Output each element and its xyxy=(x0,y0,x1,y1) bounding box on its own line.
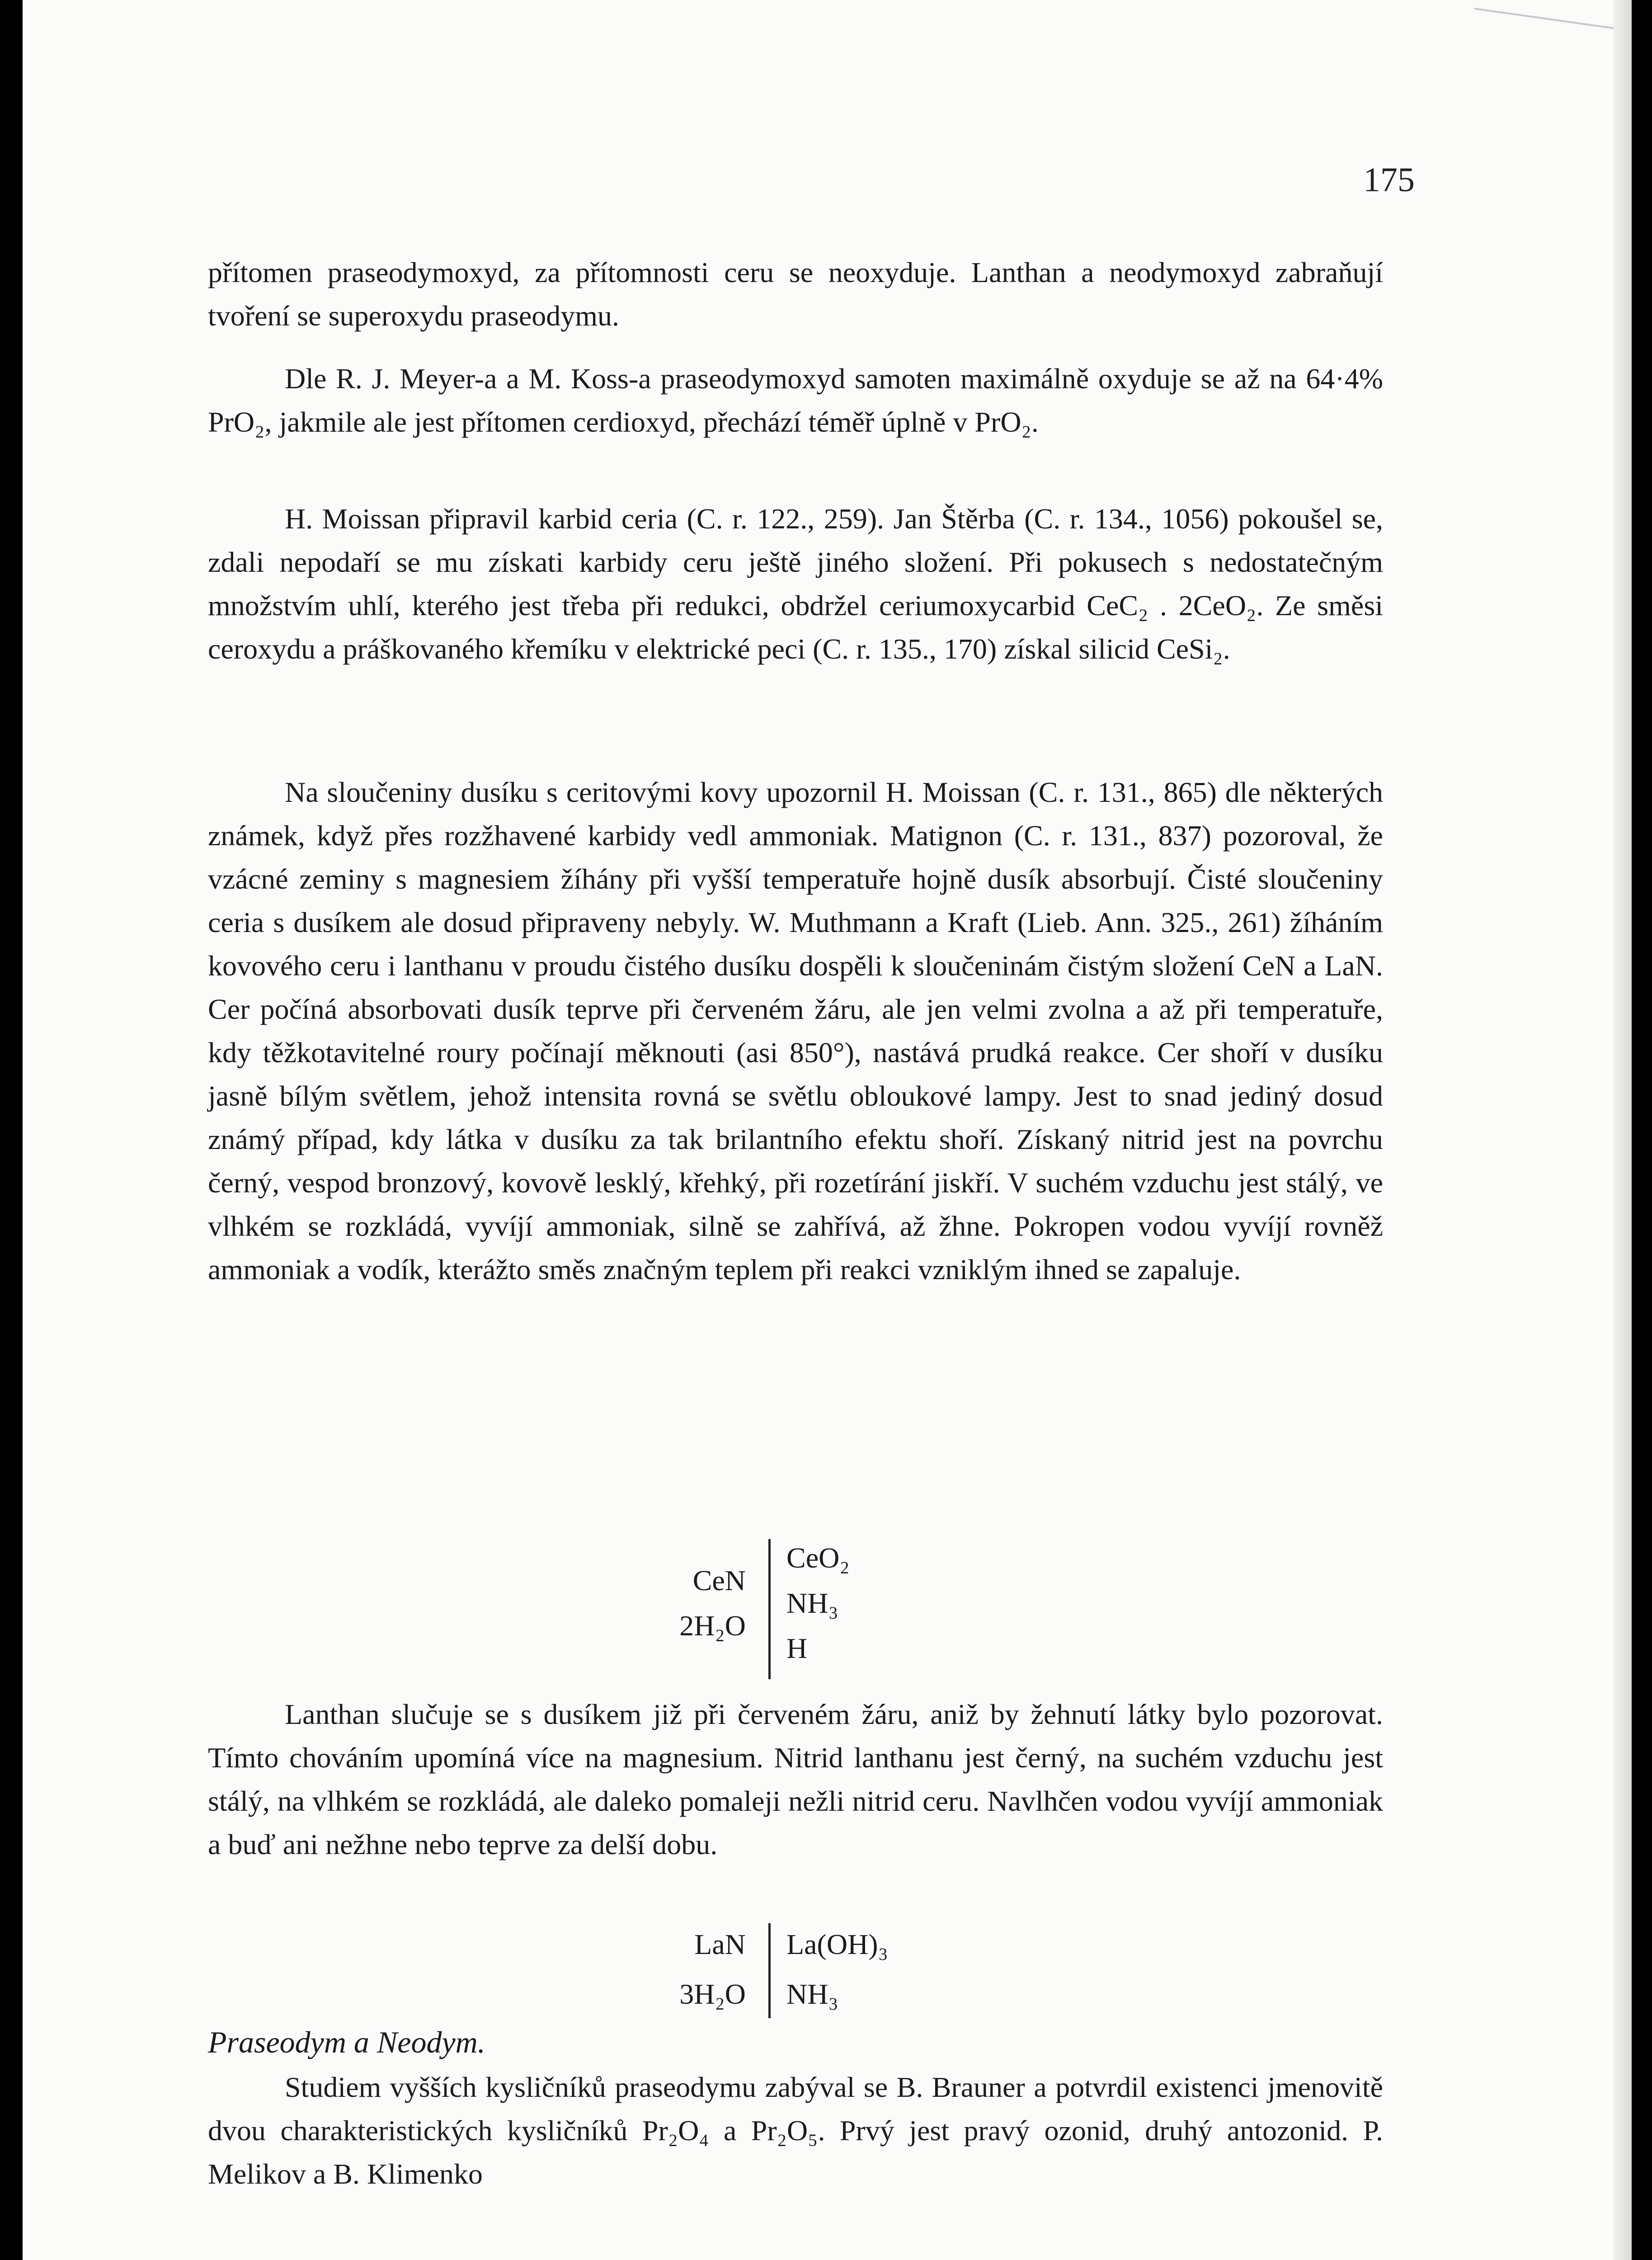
formula-1-divider xyxy=(768,1539,771,1679)
paragraph-2: Dle R. J. Meyer-a a M. Koss-a praseodymoxyd samoten maximálně oxyduje se až na 64·4% PrO₂, jakmile ale jest přítomen cerdioxyd, přechází téměř úplně v PrO₂. xyxy=(208,363,1383,438)
formula-2-left-2: 3H₂O xyxy=(679,1978,746,2010)
formula-2-divider xyxy=(768,1923,771,2018)
formula-1-right-3: H xyxy=(786,1632,808,1664)
formula-2-right-1: La(OH)₃ xyxy=(786,1928,888,1960)
scanned-page xyxy=(23,0,1632,2260)
formula-2-right-2: NH₃ xyxy=(786,1978,838,2010)
formula-lanthanum-nitride xyxy=(475,1923,1062,2027)
page-number: 175 xyxy=(1363,161,1415,199)
formula-2-left-1: LaN xyxy=(694,1928,746,1960)
paragraph-3: H. Moissan připravil karbid ceria (C. r. 122., 259). Jan Štěrba (C. r. 134., 1056) pokoušel se, zdali nepodaří se mu získati karbidy ceru ještě jiného složení. Při pokusech s nedostatečným množstvím uhlí, kterého jest třeba při redukci, obdržel ceriumoxycarbid CeC₂ . 2CeO₂. Ze směsi ceroxydu a práškovaného křemíku v elektrické peci (C. r. 135., 170) získal silicid CeSi₂. xyxy=(208,503,1383,665)
paragraph-1: přítomen praseodymoxyd, za přítomnosti ceru se neoxyduje. Lanthan a neodymoxyd zabraňují tvoření se superoxydu praseodymu. xyxy=(208,256,1383,332)
paragraph-5: Lanthan slučuje se s dusíkem již při červeném žáru, aniž by žehnutí látky bylo pozorovat. Tímto chováním upomíná více na magnesium. Nitrid lanthanu jest černý, na suchém vzduchu jest stálý, na vlhkém se rozkládá, ale daleko pomaleji nežli nitrid ceru. Navlhčen vodou vyvíjí ammoniak a buď ani nežhne nebo teprve za delší dobu. xyxy=(208,1698,1383,1860)
formula-1-right-1: CeO₂ xyxy=(786,1542,850,1574)
binding-shadow xyxy=(1614,0,1632,2260)
paragraph-6: Studiem vyšších kysličníků praseodymu zabýval se B. Brauner a potvrdil existenci jmenovitě dvou charakteristických kysličníků Pr₂O₄ a Pr₂O₅. Prvý jest pravý ozonid, druhý antozonid. P. Melikov a B. Klimenko xyxy=(208,2071,1383,2190)
formula-cerium-nitride xyxy=(475,1539,1062,1693)
formula-1-left-2: 2H₂O xyxy=(679,1610,746,1642)
formula-1-left-1: CeN xyxy=(692,1564,746,1596)
section-heading: Praseodym a Neodym. xyxy=(208,2025,485,2059)
paragraph-4: Na sloučeniny dusíku s ceritovými kovy upozornil H. Moissan (C. r. 131., 865) dle některých známek, když přes rozžhavené karbidy vedl ammoniak. Matignon (C. r. 131., 837) pozoroval, že vzácné zeminy s magnesiem žíhány při vyšší temperatuře hojně dusík absorbují. Čisté sloučeniny ceria s dusíkem ale dosud připraveny nebyly. W. Muthmann a Kraft (Lieb. Ann. 325., 261) žíháním kovového ceru i lanthanu v proudu čistého dusíku dospěli k sloučeninám čistým složení CeN a LaN. Cer počíná absorbovati dusík teprve při červeném žáru, ale jen velmi zvolna a až při temperatuře, kdy těžkotavitelné roury počínají měknouti (asi 850°), nastává prudká reakce. Cer shoří v dusíku jasně bílým světlem, jehož intensita rovná se světlu obloukové lampy. Jest to snad jediný dosud známý případ, kdy látka v dusíku za tak brilantního efektu shoří. Získaný nitrid jest na povrchu černý, vespod bronzový, kovově lesklý, křehký, při rozetírání jiskří. V suchém vzduchu jest stálý, ve vlhkém se rozkládá, vyvíjí ammoniak, silně se zahřívá, až žhne. Pokropen vodou vyvíjí rovněž ammoniak a vodík, kterážto směs značným teplem při reakci vzniklým ihned se zapaluje. xyxy=(208,776,1383,1285)
scan-scratch-mark xyxy=(1474,8,1622,30)
formula-1-right-2: NH₃ xyxy=(786,1587,838,1619)
